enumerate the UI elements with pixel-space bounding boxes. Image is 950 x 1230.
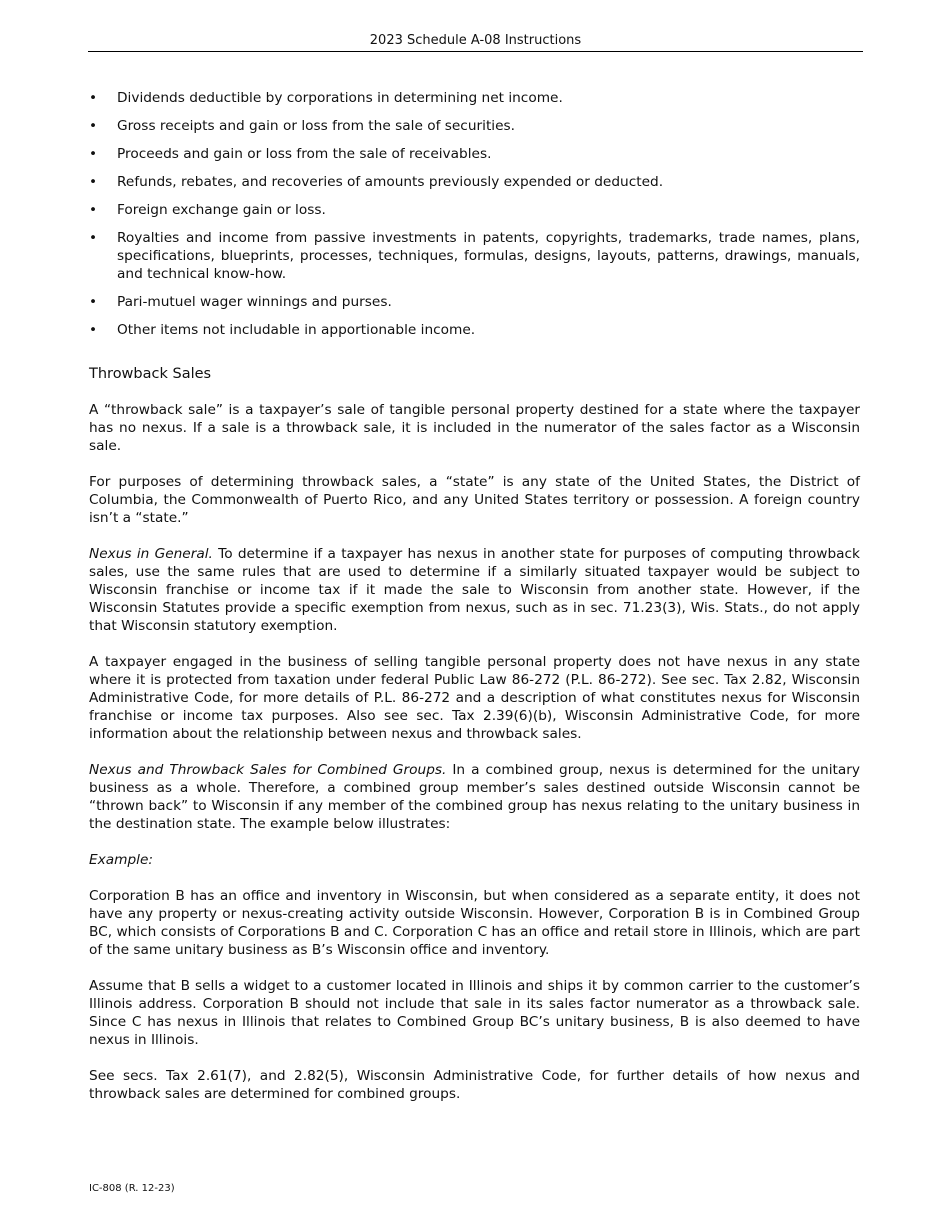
- paragraph-see-secs: See secs. Tax 2.61(7), and 2.82(5), Wisconsin Administrative Code, for further details of how nexus and throwback sales are determined for combined groups.: [89, 1068, 860, 1102]
- list-item: • Proceeds and gain or loss from the sale of receivables.: [89, 146, 492, 162]
- form-id-footer: IC-808 (R. 12-23): [89, 1183, 175, 1194]
- bullet-icon: •: [89, 294, 98, 310]
- paragraph-combined-groups: [89, 761, 860, 833]
- bullet-icon: •: [89, 202, 98, 218]
- paragraph-body: In a combined group, nexus is determined for the unitary business as a whole. Therefore, a combined group member’s sales destined outside Wisconsin cannot be “thrown back” to Wisconsin if any member of the combined group has nexus relating to the unitary business in the destination state. The example below illustrates:: [89, 762, 860, 832]
- list-item: • Dividends deductible by corporations in determining net income.: [89, 90, 563, 106]
- page-header: 2023 Schedule A-08 Instructions: [88, 32, 863, 52]
- list-item: • Gross receipts and gain or loss from the sale of securities.: [89, 118, 516, 134]
- paragraph-state-definition: For purposes of determining throwback sales, a “state” is any state of the United States, the District of Columbia, the Commonwealth of Puerto Rico, and any United States territory or possession. A foreign country isn’t a “state.”: [89, 474, 860, 526]
- list-item: • Refunds, rebates, and recoveries of amounts previously expended or deducted.: [89, 174, 664, 190]
- bullet-icon: •: [89, 322, 98, 338]
- bullet-list: [89, 89, 860, 339]
- bullet-icon: •: [89, 174, 98, 190]
- paragraph-body: To determine if a taxpayer has nexus in another state for purposes of computing throwback sales, use the same rules that are used to determine if a similarly situated taxpayer would be subject to Wisconsin franchise or income tax if it made the sale to Wisconsin from another state. However, if the Wisconsin Statutes provide a specific exemption from nexus, such as in sec. 71.23(3), Wis. Stats., do not apply that Wisconsin statutory exemption.: [89, 546, 860, 634]
- paragraph-lead: Nexus in General.: [89, 546, 213, 562]
- paragraph-lead: Nexus and Throwback Sales for Combined Groups.: [89, 762, 447, 778]
- paragraph-nexus-general: [89, 545, 860, 635]
- paragraph-example-illinois: Assume that B sells a widget to a customer located in Illinois and ships it by common carrier to the customer’s Illinois address. Corporation B should not include that sale in its sales factor numerator as a throwback sale. Since C has nexus in Illinois that relates to Combined Group BC’s unitary business, B is also deemed to have nexus in Illinois.: [89, 978, 860, 1048]
- bullet-icon: •: [89, 146, 98, 162]
- list-item: • Royalties and income from passive investments in patents, copyrights, trademarks, trade names, plans, specifications, blueprints, processes, techniques, formulas, designs, layouts, patterns, drawings, manuals, and technical know-how.: [89, 230, 860, 282]
- bullet-icon: •: [89, 230, 98, 246]
- section-heading: Throwback Sales: [89, 366, 212, 382]
- bullet-icon: •: [89, 90, 98, 106]
- list-item: • Other items not includable in apportionable income.: [89, 322, 476, 338]
- paragraph-pl-86-272: A taxpayer engaged in the business of selling tangible personal property does not have nexus in any state where it is protected from taxation under federal Public Law 86-272 (P.L. 86-272). See sec. Tax 2.82, Wisconsin Administrative Code, for more details of P.L. 86-272 and a description of what constitutes nexus for Wisconsin franchise or income tax purposes. Also see sec. Tax 2.39(6)(b), Wisconsin Administrative Code, for more information about the relationship between nexus and throwback sales.: [89, 654, 860, 742]
- list-item: • Foreign exchange gain or loss.: [89, 202, 326, 218]
- example-label: Example:: [89, 852, 153, 868]
- paragraph-example-corporation-b: Corporation B has an office and inventory in Wisconsin, but when considered as a separate entity, it does not have any property or nexus-creating activity outside Wisconsin. However, Corporation B is in Combined Group BC, which consists of Corporations B and C. Corporation C has an office and retail store in Illinois, which are part of the same unitary business as B’s Wisconsin office and inventory.: [89, 888, 860, 958]
- bullet-icon: •: [89, 118, 98, 134]
- page-content: [89, 89, 860, 1121]
- list-item: • Pari-mutuel wager winnings and purses.: [89, 294, 392, 310]
- paragraph-throwback-definition: A “throwback sale” is a taxpayer’s sale of tangible personal property destined for a state where the taxpayer has no nexus. If a sale is a throwback sale, it is included in the numerator of the sales factor as a Wisconsin sale.: [89, 402, 860, 454]
